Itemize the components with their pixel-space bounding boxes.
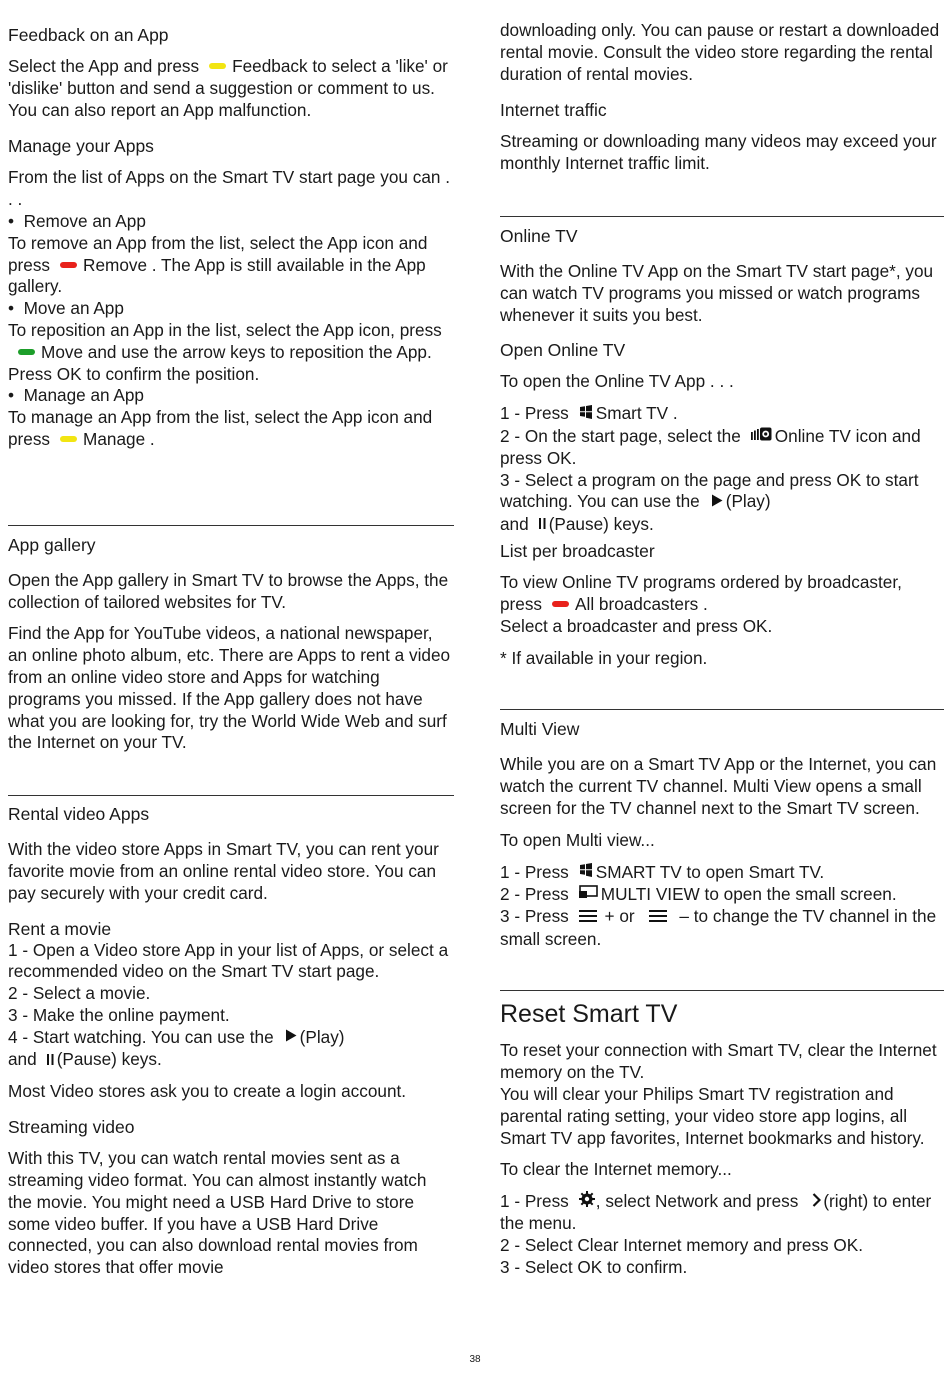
multi-step-2: 2 - Press MULTI VIEW to open the small screen. xyxy=(500,883,897,904)
open-online-tv-heading: Open Online TV xyxy=(500,340,626,361)
rent-step-1: 1 - Open a Video store App in your list of Apps, or select a recommended video on the Smart TV start page. xyxy=(8,939,449,982)
page-number: 38 xyxy=(469,1354,481,1365)
chevron-right-icon xyxy=(812,1191,821,1213)
online-step-1: 1 - Press Smart TV . xyxy=(500,403,678,424)
move-paragraph: To reposition an App in the list, select the App icon, pressMove and use the arrow keys to reposition the App. Press OK to confirm the position. xyxy=(8,319,442,384)
bullet-move: • Move an App xyxy=(8,298,124,319)
streaming-heading: Streaming video xyxy=(8,1117,135,1138)
internet-traffic-heading: Internet traffic xyxy=(500,100,607,121)
multi-view-paragraph: While you are on a Smart TV App or the Internet, you can watch the current TV channel. Multi View opens a small screen for the TV channel next to the Smart TV screen. xyxy=(500,754,937,818)
rental-heading: Rental video Apps xyxy=(8,804,150,825)
remove-paragraph: To remove an App from the list, select the App icon and press Remove . The App is still available in the App gallery. xyxy=(8,232,428,297)
reset-intro: To clear the Internet memory... xyxy=(500,1159,732,1180)
manage-paragraph: To manage an App from the list, select the App icon and press Manage . xyxy=(8,407,433,449)
list-per-broadcaster-heading: List per broadcaster xyxy=(500,541,655,562)
rental-section xyxy=(8,803,454,1279)
yellow-key-icon xyxy=(60,436,77,442)
reset-step-2: 2 - Select Clear Internet memory and press OK. xyxy=(500,1235,864,1256)
gallery-paragraph-1: Open the App gallery in Smart TV to browse the Apps, the collection of tailored websites for TV. xyxy=(8,569,449,612)
reset-step-1: 1 - Press , select Network and press (right) to enter the menu. xyxy=(500,1191,932,1234)
reset-paragraph: To reset your connection with Smart TV, clear the Internet memory on the TV. You will clear your Philips Smart TV registration and parental rating setting, your video store app logins, all Smart TV app favorites, Internet bookmarks and history. xyxy=(500,1040,937,1148)
rental-paragraph: With the video store Apps in Smart TV, you can rent your favorite movie from an online rental video store. You can pay securely with your credit card. xyxy=(8,839,439,903)
bullet-icon: • xyxy=(8,385,24,406)
red-key-icon xyxy=(552,601,569,607)
manage-apps-heading: Manage your Apps xyxy=(8,136,154,157)
streaming-paragraph: With this TV, you can watch rental movies sent as a streaming video format. You can almost instantly watch the movie. You might need a USB Hard Drive to store some video buffer. If you have a USB Hard Drive connected, you can also download rental movies from video stores that offer movie xyxy=(8,1148,427,1278)
bullet-manage: • Manage an App xyxy=(8,385,144,406)
multi-view-icon xyxy=(579,883,598,905)
smart-tv-icon xyxy=(579,861,593,883)
multi-view-section xyxy=(500,718,944,950)
app-gallery-heading: App gallery xyxy=(8,534,96,555)
left-column xyxy=(8,20,454,1279)
feedback-heading: Feedback on an App xyxy=(8,25,169,45)
multi-view-intro: To open Multi view... xyxy=(500,829,655,850)
app-gallery-section xyxy=(8,534,454,754)
gallery-paragraph-2: Find the App for YouTube videos, a national newspaper, an online photo album, etc. There are Apps to rent a video from an online video store and Apps for watching programs you missed. If the App gallery does not have what you are looking for, try the World Wide Web and surf the Internet on your TV. xyxy=(8,623,451,753)
multi-step-3: 3 - Press + or – to change the TV channel in the small screen. xyxy=(500,906,937,949)
yellow-key-icon xyxy=(209,63,226,69)
downloading-continued: downloading only. You can pause or restart a downloaded rental movie. Consult the video store regarding the rental duration of rental movies. xyxy=(500,20,940,84)
multi-view-heading: Multi View xyxy=(500,719,580,740)
online-step-2: 2 - On the start page, select the Online TV icon and press OK. xyxy=(500,425,921,468)
online-tv-heading: Online TV xyxy=(500,225,578,246)
manage-apps-section xyxy=(8,135,454,450)
rent-step-2: 2 - Select a movie. xyxy=(8,983,151,1004)
divider xyxy=(8,795,454,796)
online-tv-icon xyxy=(751,425,772,447)
smart-tv-icon xyxy=(579,403,593,425)
feedback-section xyxy=(8,24,454,121)
green-key-icon xyxy=(18,349,35,355)
play-icon xyxy=(285,1026,297,1048)
red-key-icon xyxy=(60,262,77,268)
internet-traffic-section xyxy=(500,99,944,175)
multi-step-1: 1 - Press SMART TV to open Smart TV. xyxy=(500,861,825,882)
divider xyxy=(500,216,944,217)
reset-smart-tv-section xyxy=(500,999,944,1279)
play-icon xyxy=(711,491,723,513)
pause-icon xyxy=(47,1049,54,1071)
online-tv-section xyxy=(500,225,944,669)
divider xyxy=(500,709,944,710)
manage-intro: From the list of Apps on the Smart TV start page you can . . . xyxy=(8,167,450,210)
reset-step-3: 3 - Select OK to confirm. xyxy=(500,1257,688,1278)
rent-step-3: 3 - Make the online payment. xyxy=(8,1004,230,1025)
bullet-icon: • xyxy=(8,210,24,231)
login-note: Most Video stores ask you to create a login account. xyxy=(8,1081,407,1102)
region-note: * If available in your region. xyxy=(500,647,708,668)
channel-list-icon xyxy=(649,906,667,928)
broadcaster-paragraph: To view Online TV programs ordered by broadcaster, press All broadcasters . Select a broadcaster and press OK. xyxy=(500,572,902,636)
online-tv-paragraph: With the Online TV App on the Smart TV start page*, you can watch TV programs you missed or watch programs whenever it suits you best. xyxy=(500,260,934,325)
rent-movie-heading: Rent a movie xyxy=(8,918,112,939)
bullet-remove: • Remove an App xyxy=(8,210,146,231)
rent-step-4: 4 - Start watching. You can use the (Play) and (Pause) keys. xyxy=(8,1026,345,1070)
reset-smart-tv-heading: Reset Smart TV xyxy=(500,1000,678,1029)
open-online-intro: To open the Online TV App . . . xyxy=(500,371,734,392)
divider xyxy=(500,990,944,991)
internet-traffic-paragraph: Streaming or downloading many videos may exceed your monthly Internet traffic limit. xyxy=(500,131,937,174)
settings-gear-icon xyxy=(579,1191,595,1213)
bullet-icon: • xyxy=(8,298,24,319)
channel-list-icon xyxy=(579,906,597,928)
divider xyxy=(8,525,454,526)
right-column xyxy=(500,20,944,1279)
feedback-paragraph: Select the App and press Feedback to select a 'like' or 'dislike' button and send a suggestion or comment to us. You can also report an App malfunction. xyxy=(8,56,448,120)
online-step-3: 3 - Select a program on the page and press OK to start watching. You can use the (Play) and (Pause) keys. xyxy=(500,469,919,534)
pause-icon xyxy=(539,513,546,535)
